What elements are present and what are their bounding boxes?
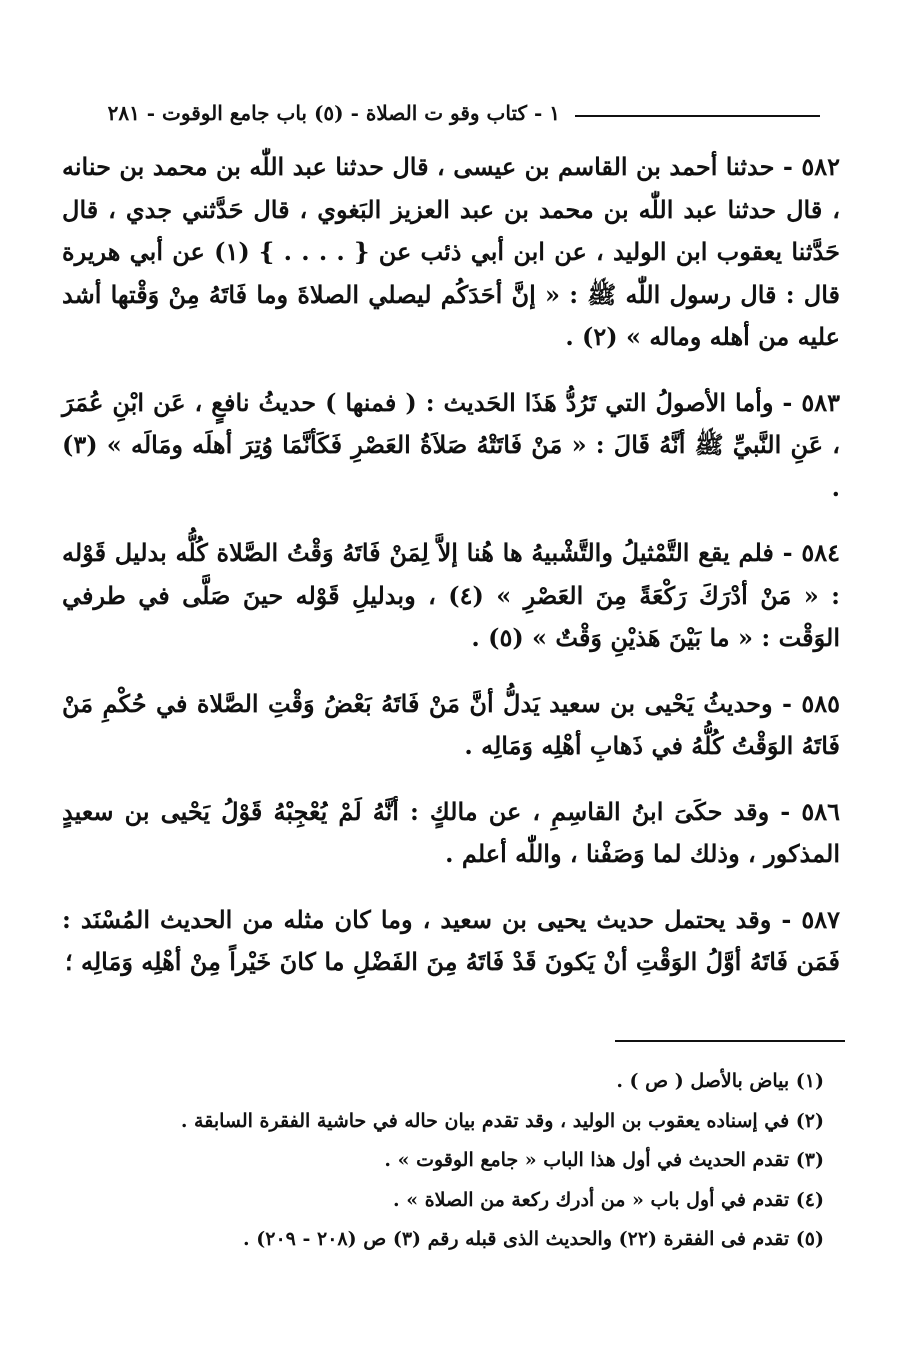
- paragraph-584: ٥٨٤ - فلم يقع التَّمْثيلُ والتَّشْبيهُ ها هُنا إلاَّ لِمَنْ فَاتَهُ وَقْتُ الصَّلاة كُلُّه بدليل قَوْله : « مَنْ أدْرَكَ رَكْعَةً مِنَ العَصْرِ » (٤) ، وبدليلِ قَوْله حينَ صَلَّى في طرفي الوَقْت : « ما بَيْنَ هَذيْنِ وَقْتٌ » (٥) .: [62, 538, 840, 652]
- footnotes: [70, 1062, 824, 1260]
- paragraph-585: ٥٨٥ - وحديثُ يَحْيى بن سعيد يَدلُّ أنَّ مَنْ فَاتَهُ بَعْضُ وَقْتِ الصَّلاة في حُكْمِ مَنْ فَاتَهُ الوَقْتُ كُلُّهُ في ذَهابِ أهْلِه وَمَالِه .: [62, 688, 840, 760]
- paragraph-583: ٥٨٣ - وأما الأصولُ التي تَرُدُّ هَذَا الحَديث : ( فمنها ) حديثُ نافعٍ ، عَن ابْنِ عُمَرَ ، عَنِ النَّبيِّ ﷺ أنَّهُ قَالَ : « مَنْ فَاتَتْهُ صَلاَةُ العَصْرِ فَكَأنَّمَا وُتِرَ أهلَه ومَالَه » (٣) .: [62, 387, 840, 502]
- footnote-5: (٥) تقدم فى الفقرة (٢٢) والحديث الذى قبله رقم (٣) ص (٢٠٨ - ٢٠٩) .: [243, 1228, 824, 1250]
- main-text: [62, 146, 840, 984]
- header-rule: [575, 115, 820, 117]
- footnote-3: (٣) تقدم الحديث في أول هذا الباب « جامع الوقوت » .: [384, 1149, 824, 1171]
- footnote-separator: [615, 1040, 845, 1042]
- paragraph-586: ٥٨٦ - وقد حكَىَ ابنُ القاسِمِ ، عن مالكٍ : أنَّهُ لَمْ يُعْجِبْهُ قَوْلُ يَحْيى بن سعيدٍ المذكور ، وذلك لما وَصَفْنا ، واللّٰه أعلم .: [62, 796, 840, 868]
- footnote-4: (٤) تقدم في أول باب « من أدرك ركعة من الصلاة » .: [393, 1188, 824, 1211]
- running-title: ١ - كتاب وقو ت الصلاة - (٥) باب جامع الوقوت - ٢٨١: [107, 101, 560, 125]
- footnote-2: (٢) في إسناده يعقوب بن الوليد ، وقد تقدم بيان حاله في حاشية الفقرة السابقة .: [180, 1109, 824, 1132]
- paragraph-587: ٥٨٧ - وقد يحتمل حديث يحيى بن سعيد ، وما كان مثله من الحديث المُسْنَد : فَمَن فَاتَهُ أوَّلُ الوَقْتِ أنْ يَكونَ قَدْ فَاتَهُ مِنَ الفَضْلِ ما كانَ خَيْراً مِنْ أهْلِه وَمَالِه ؛: [62, 904, 840, 976]
- paragraph-582: ٥٨٢ - حدثنا أحمد بن القاسم بن عيسى ، قال حدثنا عبد اللّٰه بن محمد بن حنانه ، قال حدثنا عبد اللّٰه بن محمد بن عبد العزيز البَغوي ، قال حَدَّثني جدي ، قال حَدَّثنا يعقوب ابن الوليد ، عن ابن أبي ذئب عن { . . . . } (١) عن أبي هريرة قال : قال رسول اللّٰه ﷺ : « إنَّ أحَدَكُم ليصلي الصلاةَ وما فَاتَهُ مِنْ وَقْتها أشد عليه من أهله وماله » (٢) .: [62, 152, 840, 351]
- running-header: [60, 96, 830, 130]
- footnote-1: (١) بياض بالأصل ( ص ) .: [616, 1070, 824, 1092]
